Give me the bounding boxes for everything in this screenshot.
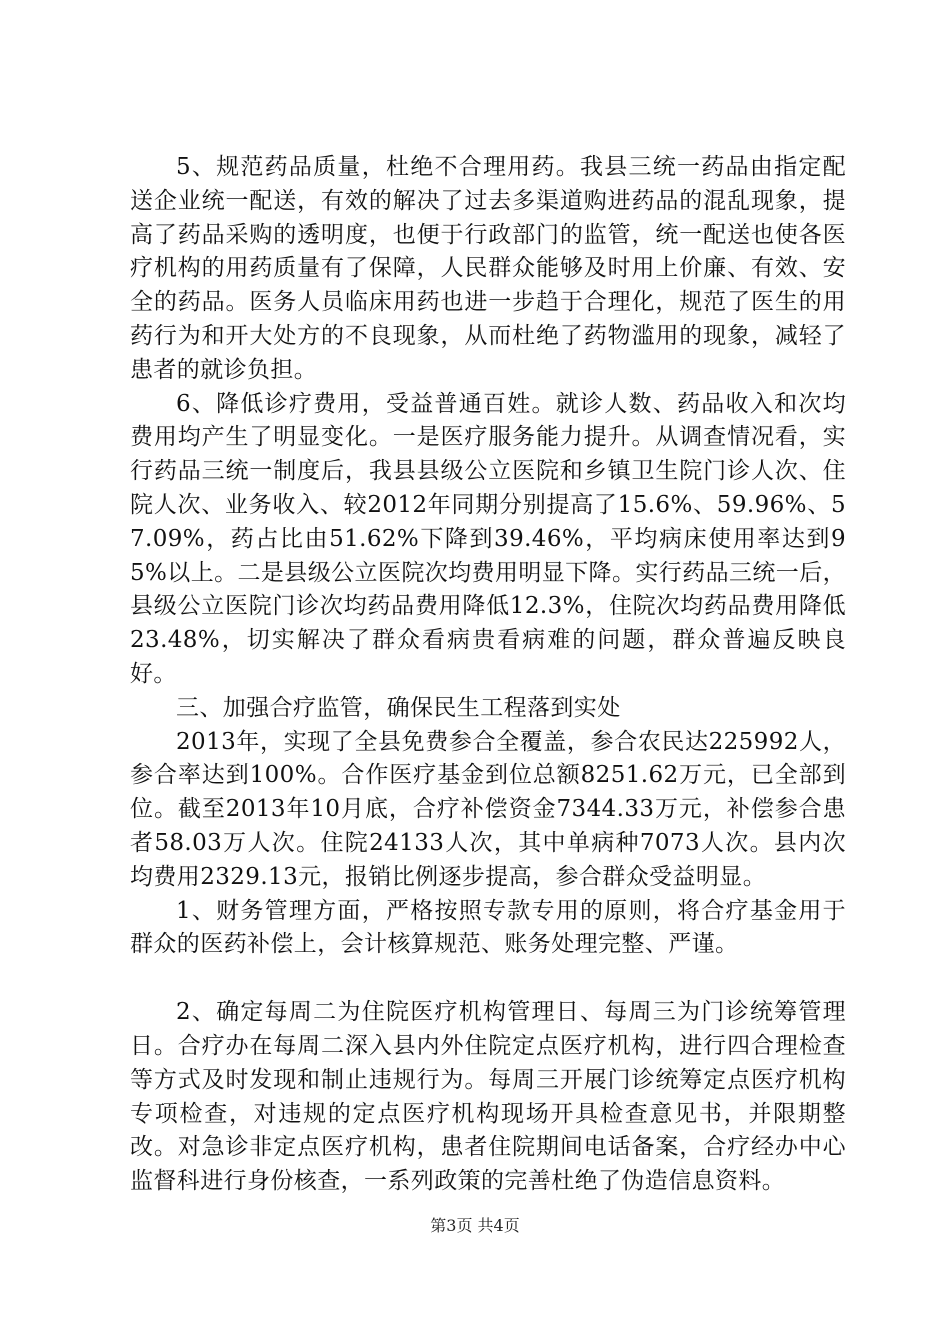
paragraph-weekly-inspection: 2、确定每周二为住院医疗机构管理日、每周三为门诊统筹管理日。合疗办在每周二深入县内外住院定点医疗机构，进行四合理检查等方式及时发现和制止违规行为。每周三开展门诊统筹定点医疗机构专项检查，对违规的定点医疗机构现场开具检查意见书，并限期整改。对急诊非定点医疗机构，患者住院期间电话备案，合疗经办中心监督科进行身份核查，一系列政策的完善杜绝了伪造信息资料。 bbox=[130, 999, 846, 1195]
section-heading-cooperative-medical: 三、加强合疗监管，确保民生工程落到实处 bbox=[176, 694, 621, 721]
document-body bbox=[130, 151, 846, 1199]
paragraph-drug-quality: 5、规范药品质量，杜绝不合理用药。我县三统一药品由指定配送企业统一配送，有效的解决了过去多渠道购进药品的混乱现象，提高了药品采购的透明度，也便于行政部门的监管，统一配送也使各医疗机构的用药质量有了保障，人民群众能够及时用上价廉、有效、安全的药品。医务人员临床用药也进一步趋于合理化，规范了医生的用药行为和开大处方的不良现象，从而杜绝了药物滥用的现象，减轻了患者的就诊负担。 bbox=[130, 154, 846, 383]
paragraph-spacer bbox=[130, 962, 846, 996]
paragraph-financial-management: 1、财务管理方面，严格按照专款专用的原则，将合疗基金用于群众的医药补偿上，会计核算规范、账务处理完整、严谨。 bbox=[130, 897, 846, 958]
paragraph-2013-coverage: 2013年，实现了全县免费参合全覆盖，参合农民达225992人，参合率达到100%。合作医疗基金到位总额8251.62万元，已全部到位。截至2013年10月底，合疗补偿资金7344.33万元，补偿参合患者58.03万人次。住院24133人次，其中单病种7073人次。县内次均费用2329.13元，报销比例逐步提高，参合群众受益明显。 bbox=[130, 728, 846, 890]
paragraph-reduce-costs: 6、降低诊疗费用，受益普通百姓。就诊人数、药品收入和次均费用均产生了明显变化。一是医疗服务能力提升。从调查情况看，实行药品三统一制度后，我县县级公立医院和乡镇卫生院门诊人次、住院人次、业务收入、较2012年同期分别提高了15.6%、59.96%、57.09%，药占比由51.62%下降到39.46%，平均病床使用率达到95%以上。二是县级公立医院次均费用明显下降。实行药品三统一后，县级公立医院门诊次均药品费用降低12.3%，住院次均药品费用降低23.48%，切实解决了群众看病贵看病难的问题，群众普遍反映良好。 bbox=[130, 390, 846, 687]
page-footer: 第3页 共4页 bbox=[430, 1216, 520, 1235]
